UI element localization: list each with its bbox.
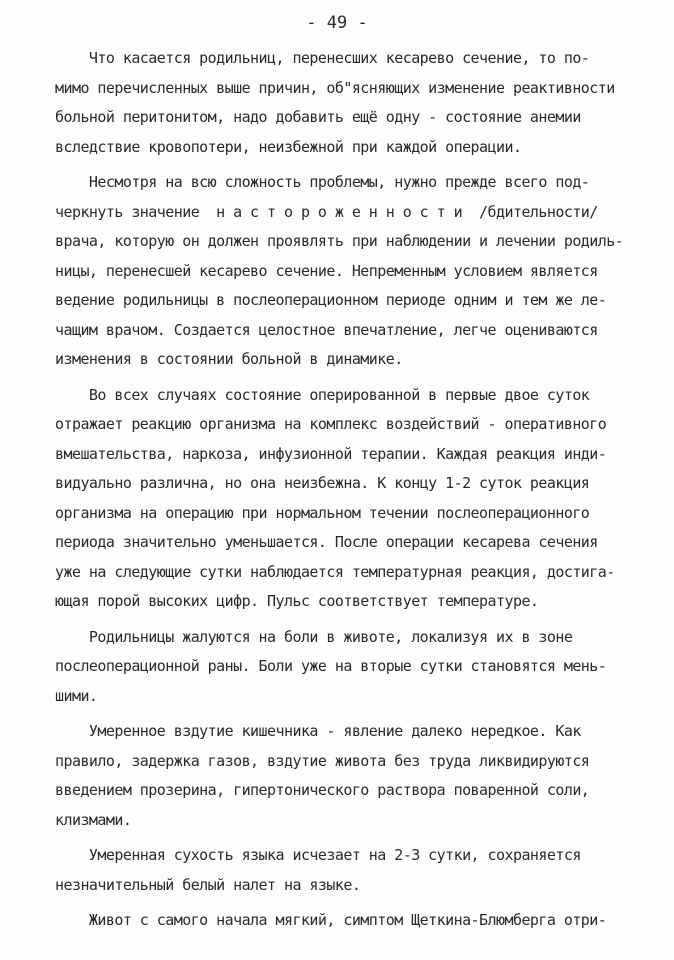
text-line: шими. bbox=[55, 686, 98, 705]
paragraph bbox=[55, 717, 655, 835]
text-line: Несмотря на всю сложность проблемы, нужно прежде всего под- bbox=[55, 173, 590, 191]
text-line: уже на следующие сутки наблюдается температурная реакция, достига- bbox=[55, 562, 615, 581]
text-line: Живот с самого начала мягкий, симптом Щеткина-Блюмберга отри- bbox=[55, 911, 607, 929]
text-line: видуально различна, но она неизбежна. К концу 1-2 суток реакция bbox=[55, 474, 590, 492]
text-line: организма на операцию при нормальном течении послеоперационного bbox=[55, 503, 590, 522]
text-line: вследствие кровопотери, неизбежной при каждой операции. bbox=[55, 137, 522, 156]
paragraph bbox=[55, 841, 655, 900]
text-line: врача, которую он должен проявлять при наблюдении и лечении родиль- bbox=[55, 232, 624, 250]
paragraph bbox=[55, 168, 655, 375]
text-line: ющая порой высоких цифр. Пульс соответствует температуре. bbox=[55, 592, 539, 610]
text-line: периода значительно уменьшается. После операции кесарева сечения bbox=[55, 533, 598, 551]
text-line: клизмами. bbox=[55, 810, 132, 829]
text-line: Умеренная сухость языка исчезает на 2-3 сутки, сохраняется bbox=[55, 846, 581, 864]
page-number: - 49 - bbox=[306, 13, 368, 33]
paragraph bbox=[55, 381, 655, 617]
text-line: Во всех случаях состояние оперированной в первые двое суток bbox=[55, 385, 590, 404]
text-line: послеоперационной раны. Боли уже на вторые сутки становятся мень- bbox=[55, 657, 607, 675]
text-line: мимо перечисленных выше причин, об"ясняющих изменение реактивности bbox=[55, 78, 615, 97]
text-line: ведение родильницы в послеоперационном периоде одним и тем же ле- bbox=[55, 291, 607, 309]
paragraph bbox=[55, 906, 655, 936]
text-line: Что касается родильниц, перенесших кесарево сечение, то по- bbox=[55, 49, 590, 67]
paragraph bbox=[55, 44, 655, 162]
text-line: правило, задержка газов, вздутие живота без труда ликвидируются bbox=[55, 751, 590, 770]
text-line: Родильницы жалуются на боли в животе, локализуя их в зоне bbox=[55, 627, 573, 646]
text-line: ницы, перенесшей кесарево сечение. Непременным условием является bbox=[55, 261, 598, 280]
text-line: отражает реакцию организма на комплекс воздействий - оперативного bbox=[55, 415, 607, 433]
text-line: изменения в состоянии больной в динамике. bbox=[55, 350, 403, 368]
paragraph bbox=[55, 623, 655, 712]
body-text bbox=[55, 44, 655, 942]
text-line: вмешательства, наркоза, инфузионной терапии. Каждая реакция инди- bbox=[55, 444, 607, 463]
text-line: черкнуть значение н а с т о р о ж е н н о с т и /бдительности/ bbox=[55, 202, 598, 221]
text-line: чащим врачом. Создается целостное впечатление, легче оцениваются bbox=[55, 320, 598, 339]
text-line: незначительный белый налет на языке. bbox=[55, 875, 361, 894]
text-line: больной перитонитом, надо добавить ещё одну - состояние анемии bbox=[55, 108, 581, 126]
text-line: введением прозерина, гипертонического раствора поваренной соли, bbox=[55, 781, 590, 799]
text-line: Умеренное вздутие кишечника - явление далеко нередкое. Как bbox=[55, 722, 581, 740]
